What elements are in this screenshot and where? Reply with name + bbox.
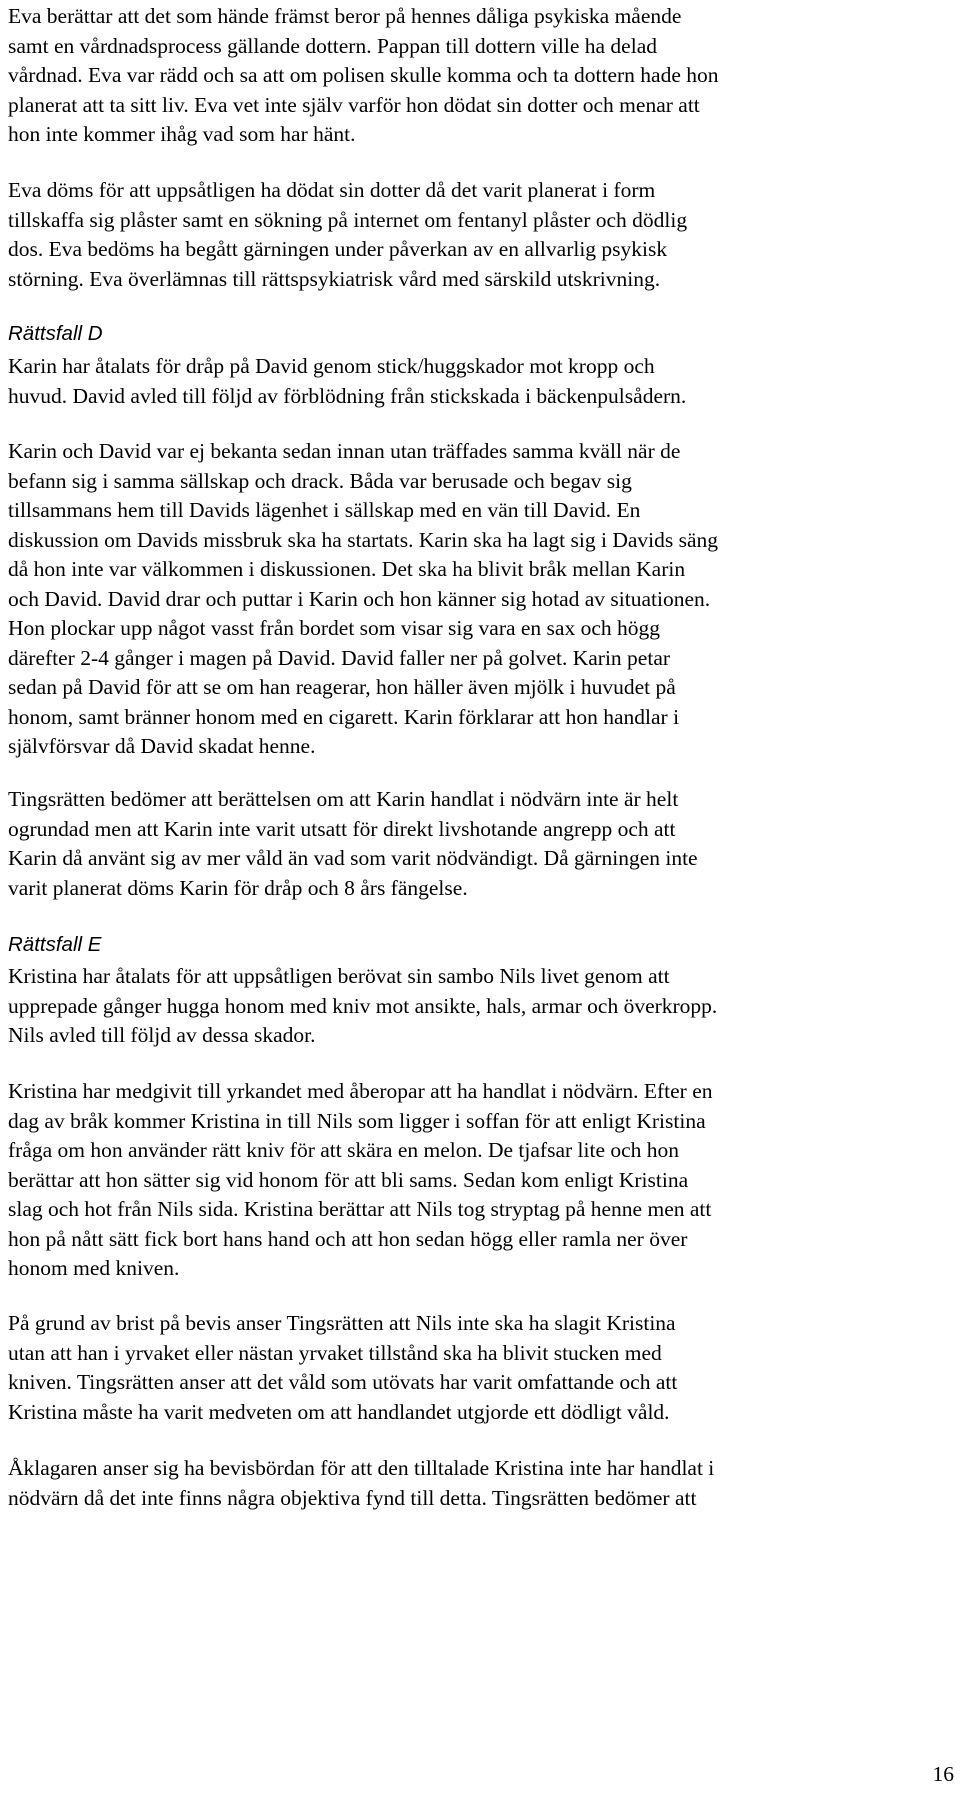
text-line: Karin då använt sig av mer våld än vad som varit nödvändigt. Då gärningen inte bbox=[8, 846, 698, 870]
paragraph-kristina-account bbox=[8, 1077, 958, 1284]
text-line: Eva döms för att uppsåtligen ha dödat sin dotter då det varit planerat i form bbox=[8, 178, 656, 202]
text-line: ogrundad men att Karin inte varit utsatt för direkt livshotande angrepp och att bbox=[8, 816, 676, 841]
text-line: upprepade gånger hugga honom med kniv mot ansikte, hals, armar och överkropp. bbox=[8, 993, 718, 1018]
text-line: Kristina måste ha varit medveten om att handlandet utgjorde ett dödligt våld. bbox=[8, 1399, 670, 1424]
text-line: På grund av brist på bevis anser Tingsrätten att Nils inte ska ha slagit Kristina bbox=[8, 1311, 676, 1335]
text-line: samt en vårdnadsprocess gällande dottern. Pappan till dottern ville ha delad bbox=[8, 33, 657, 58]
text-line: tillsammans hem till Davids lägenhet i sällskap med en vän till David. En bbox=[8, 498, 641, 522]
paragraph-karin-charge bbox=[8, 352, 958, 411]
text-line: planerat att ta sitt liv. Eva vet inte själv varför hon dödat sin dotter och menar att bbox=[8, 92, 700, 117]
heading-case-d: Rättsfall D bbox=[8, 322, 103, 345]
text-line: Kristina har medgivit till yrkandet med åberopar att ha handlat i nödvärn. Efter en bbox=[8, 1079, 713, 1103]
text-line: hon inte kommer ihåg vad som har hänt. bbox=[8, 122, 356, 146]
text-line: då hon inte var välkommen i diskussionen. Det ska ha blivit bråk mellan Karin bbox=[8, 557, 686, 581]
text-line: kniven. Tingsrätten anser att det våld som utövats har varit omfattande och att bbox=[8, 1370, 678, 1394]
paragraph-eva-verdict bbox=[8, 176, 958, 294]
text-line: dos. Eva bedöms ha begått gärningen under påverkan av en allvarlig psykisk bbox=[8, 237, 668, 261]
text-line: vårdnad. Eva var rädd och sa att om polisen skulle komma och ta dottern hade hon bbox=[8, 63, 719, 87]
text-line: dag av bråk kommer Kristina in till Nils som ligger i soffan för att enligt Kristina bbox=[8, 1108, 706, 1133]
paragraph-prosecutor bbox=[8, 1454, 958, 1513]
text-line: Karin och David var ej bekanta sedan innan utan träffades samma kväll när de bbox=[8, 439, 681, 463]
text-line: Karin har åtalats för dråp på David genom stick/huggskador mot kropp och bbox=[8, 354, 655, 378]
heading-case-e: Rättsfall E bbox=[8, 933, 102, 956]
text-line: honom med kniven. bbox=[8, 1256, 180, 1280]
text-line: därefter 2-4 gånger i magen på David. David faller ner på golvet. Karin petar bbox=[8, 645, 671, 670]
text-line: Hon plockar upp något vasst från bordet som visar sig vara en sax och högg bbox=[8, 616, 661, 640]
text-line: Eva berättar att det som hände främst beror på hennes dåliga psykiska mående bbox=[8, 4, 682, 28]
page-number: 16 bbox=[932, 1762, 954, 1786]
text-line: diskussion om Davids missbruk ska ha startats. Karin ska ha lagt sig i Davids säng bbox=[8, 527, 719, 552]
text-line: honom, samt bränner honom med en cigarett. Karin förklarar att hon handlar i bbox=[8, 704, 680, 729]
text-line: Kristina har åtalats för att uppsåtligen berövat sin sambo Nils livet genom att bbox=[8, 964, 670, 988]
text-line: hon på nått sätt fick bort hans hand och att hon sedan högg eller ramla ner över bbox=[8, 1226, 688, 1251]
text-line: befann sig i samma sällskap och drack. Båda var berusade och begav sig bbox=[8, 468, 632, 493]
text-line: och David. David drar och puttar i Karin och hon känner sig hotad av situationen. bbox=[8, 586, 711, 611]
paragraph-kristina-charge bbox=[8, 962, 958, 1051]
text-line: berättar att hon sätter sig vid honom för att bli sams. Sedan kom enligt Kristina bbox=[8, 1167, 689, 1192]
text-line: sedan på David för att se om han reagerar, hon häller även mjölk i huvudet på bbox=[8, 675, 676, 699]
text-line: tillskaffa sig plåster samt en sökning på internet om fentanyl plåster och dödlig bbox=[8, 207, 688, 232]
text-line: nödvärn då det inte finns några objektiva fynd till detta. Tingsrätten bedömer att bbox=[8, 1485, 697, 1510]
text-line: självförsvar då David skadat henne. bbox=[8, 734, 316, 758]
text-line: Tingsrätten bedömer att berättelsen om att Karin handlat i nödvärn inte är helt bbox=[8, 787, 679, 811]
paragraph-eva-account bbox=[8, 2, 958, 150]
text-line: Nils avled till följd av dessa skador. bbox=[8, 1023, 316, 1047]
text-line: huvud. David avled till följd av förblödning från stickskada i bäckenpulsådern. bbox=[8, 383, 687, 408]
text-line: störning. Eva överlämnas till rättspsykiatrisk vård med särskild utskrivning. bbox=[8, 266, 661, 291]
paragraph-karin-verdict bbox=[8, 785, 958, 903]
text-line: fråga om hon använder rätt kniv för att skära en melon. De tjafsar lite och hon bbox=[8, 1138, 680, 1162]
paragraph-court-assessment bbox=[8, 1309, 958, 1427]
text-line: utan att han i yrvaket eller nästan yrvaket tillstånd ska ha blivit stucken med bbox=[8, 1340, 662, 1365]
paragraph-karin-events bbox=[8, 437, 958, 762]
text-line: varit planerat döms Karin för dråp och 8 års fängelse. bbox=[8, 875, 468, 900]
text-line: slag och hot från Nils sida. Kristina berättar att Nils tog stryptag på henne men att bbox=[8, 1197, 712, 1221]
text-line: Åklagaren anser sig ha bevisbördan för att den tilltalade Kristina inte har handlat i bbox=[8, 1456, 715, 1480]
